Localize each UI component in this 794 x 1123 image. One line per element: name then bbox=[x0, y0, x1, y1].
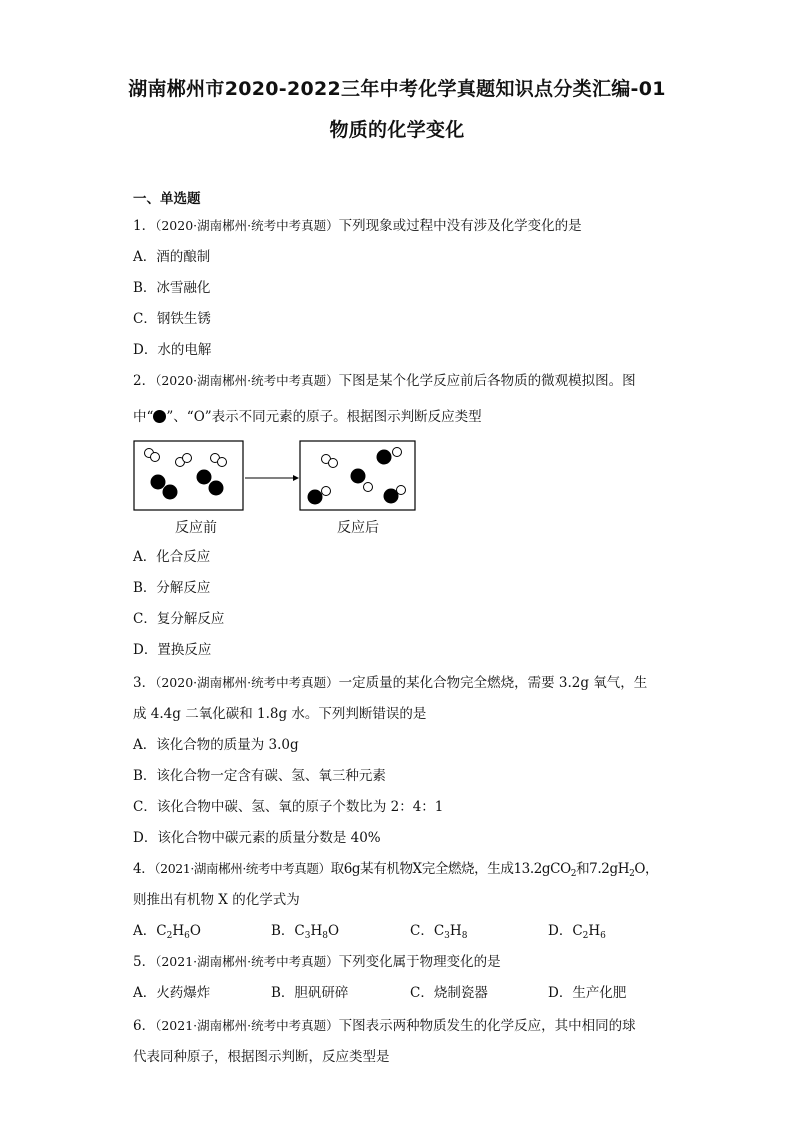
document-title-line1: 湖南郴州市2020-2022三年中考化学真题知识点分类汇编-01 bbox=[128, 78, 666, 100]
formula-part: O bbox=[189, 923, 201, 939]
formula-part: H bbox=[588, 923, 601, 939]
question-text: ”、“O”表示不同元素的原子。根据图示判断反应类型 bbox=[166, 409, 482, 425]
question-3 bbox=[133, 671, 647, 691]
q1-option-b: B．冰雪融化 bbox=[133, 280, 211, 296]
q5-option-d: D．生产化肥 bbox=[548, 985, 627, 1001]
question-6-continued: 代表同种原子，根据图示判断，反应类型是 bbox=[133, 1049, 390, 1065]
subscript: 8 bbox=[322, 931, 328, 941]
after-box bbox=[300, 441, 415, 510]
question-source: （2021·湖南郴州·统考中考真题） bbox=[154, 861, 331, 876]
subscript: 3 bbox=[444, 931, 450, 941]
subscript: 3 bbox=[304, 931, 311, 941]
question-source: （2020·湖南郴州·统考中考真题） bbox=[155, 675, 339, 690]
question-5 bbox=[133, 950, 501, 970]
q1-option-a: A．酒的酿制 bbox=[133, 249, 211, 265]
reaction-diagram bbox=[133, 440, 423, 515]
formula-part: H bbox=[172, 923, 185, 939]
question-2 bbox=[133, 369, 636, 389]
q5-option-c: C．烧制瓷器 bbox=[410, 985, 488, 1001]
question-text: 和7.2gH bbox=[576, 861, 630, 877]
label-after-reaction: 反应后 bbox=[337, 520, 379, 536]
question-number: 3． bbox=[133, 675, 156, 691]
q1-option-c: C．钢铁生锈 bbox=[133, 311, 211, 327]
q5-option-a: A．火药爆炸 bbox=[133, 985, 211, 1001]
subscript: 2 bbox=[166, 931, 173, 941]
subscript: 6 bbox=[600, 931, 606, 941]
question-text: 下图表示两种物质发生的化学反应，其中相同的球 bbox=[338, 1018, 636, 1034]
before-box bbox=[134, 441, 243, 510]
q4-option-b bbox=[271, 919, 339, 939]
q1-option-d: D．水的电解 bbox=[133, 342, 212, 358]
formula-part: O bbox=[328, 923, 340, 939]
q3-option-b: B．该化合物一定含有碳、氢、氧三种元素 bbox=[133, 768, 386, 784]
formula-part: H bbox=[449, 923, 462, 939]
section-heading: 一、单选题 bbox=[133, 191, 201, 207]
question-text: 一定质量的某化合物完全燃烧，需要 3.2g 氧气，生 bbox=[338, 675, 648, 691]
q4-option-a bbox=[133, 919, 201, 939]
q2-option-d: D．置换反应 bbox=[133, 642, 212, 658]
question-text: 中“ bbox=[133, 409, 154, 425]
question-text: 取6g某有机物X完全燃烧，生成13.2gCO bbox=[330, 861, 571, 877]
question-6 bbox=[133, 1014, 636, 1034]
question-3-continued: 成 4.4g 二氧化碳和 1.8g 水。下列判断错误的是 bbox=[133, 706, 427, 722]
subscript: 2 bbox=[570, 869, 577, 879]
q2-option-b: B．分解反应 bbox=[133, 580, 211, 596]
q2-option-a: A．化合反应 bbox=[133, 549, 211, 565]
question-number: 4． bbox=[133, 861, 155, 877]
subscript: 8 bbox=[461, 931, 468, 941]
q5-option-b: B．胆矾研碎 bbox=[271, 985, 349, 1001]
q2-option-c: C．复分解反应 bbox=[133, 611, 225, 627]
question-4-continued: 则推出有机物 X 的化学式为 bbox=[133, 892, 300, 908]
formula-part: B．C bbox=[271, 923, 305, 939]
subscript: 2 bbox=[582, 931, 589, 941]
black-atom-icon bbox=[153, 410, 166, 423]
question-source: （2021·湖南郴州·统考中考真题） bbox=[155, 1018, 339, 1033]
document-title-line2: 物质的化学变化 bbox=[329, 119, 465, 141]
q4-option-c bbox=[410, 919, 467, 939]
label-before-reaction: 反应前 bbox=[175, 520, 217, 536]
question-number: 1． bbox=[133, 218, 156, 234]
question-text: 下列现象或过程中没有涉及化学变化的是 bbox=[338, 218, 582, 234]
question-2-continued bbox=[133, 405, 482, 425]
q3-option-d: D．该化合物中碳元素的质量分数是 40% bbox=[133, 830, 381, 846]
formula-part: D．C bbox=[548, 923, 583, 939]
question-text: O， bbox=[634, 861, 659, 877]
subscript: 2 bbox=[629, 869, 635, 879]
question-number: 5． bbox=[133, 954, 156, 970]
question-source: （2021·湖南郴州·统考中考真题） bbox=[155, 954, 339, 969]
subscript: 6 bbox=[184, 931, 190, 941]
question-1 bbox=[133, 214, 582, 234]
q3-option-c: C．该化合物中碳、氢、氧的原子个数比为 2：4：1 bbox=[133, 799, 444, 815]
formula-part: H bbox=[310, 923, 323, 939]
question-source: （2020·湖南郴州·统考中考真题） bbox=[155, 373, 339, 388]
q3-option-a: A．该化合物的质量为 3.0g bbox=[133, 737, 299, 753]
reaction-arrow bbox=[245, 475, 299, 481]
question-number: 6． bbox=[133, 1018, 156, 1034]
q4-option-d bbox=[548, 919, 606, 939]
formula-part: A．C bbox=[133, 923, 167, 939]
question-source: （2020·湖南郴州·统考中考真题） bbox=[155, 218, 339, 233]
question-number: 2． bbox=[133, 373, 156, 389]
question-text: 下列变化属于物理变化的是 bbox=[338, 954, 501, 970]
formula-part: C．C bbox=[410, 923, 445, 939]
question-4 bbox=[133, 857, 658, 877]
question-text: 下图是某个化学反应前后各物质的微观模拟图。图 bbox=[338, 373, 636, 389]
